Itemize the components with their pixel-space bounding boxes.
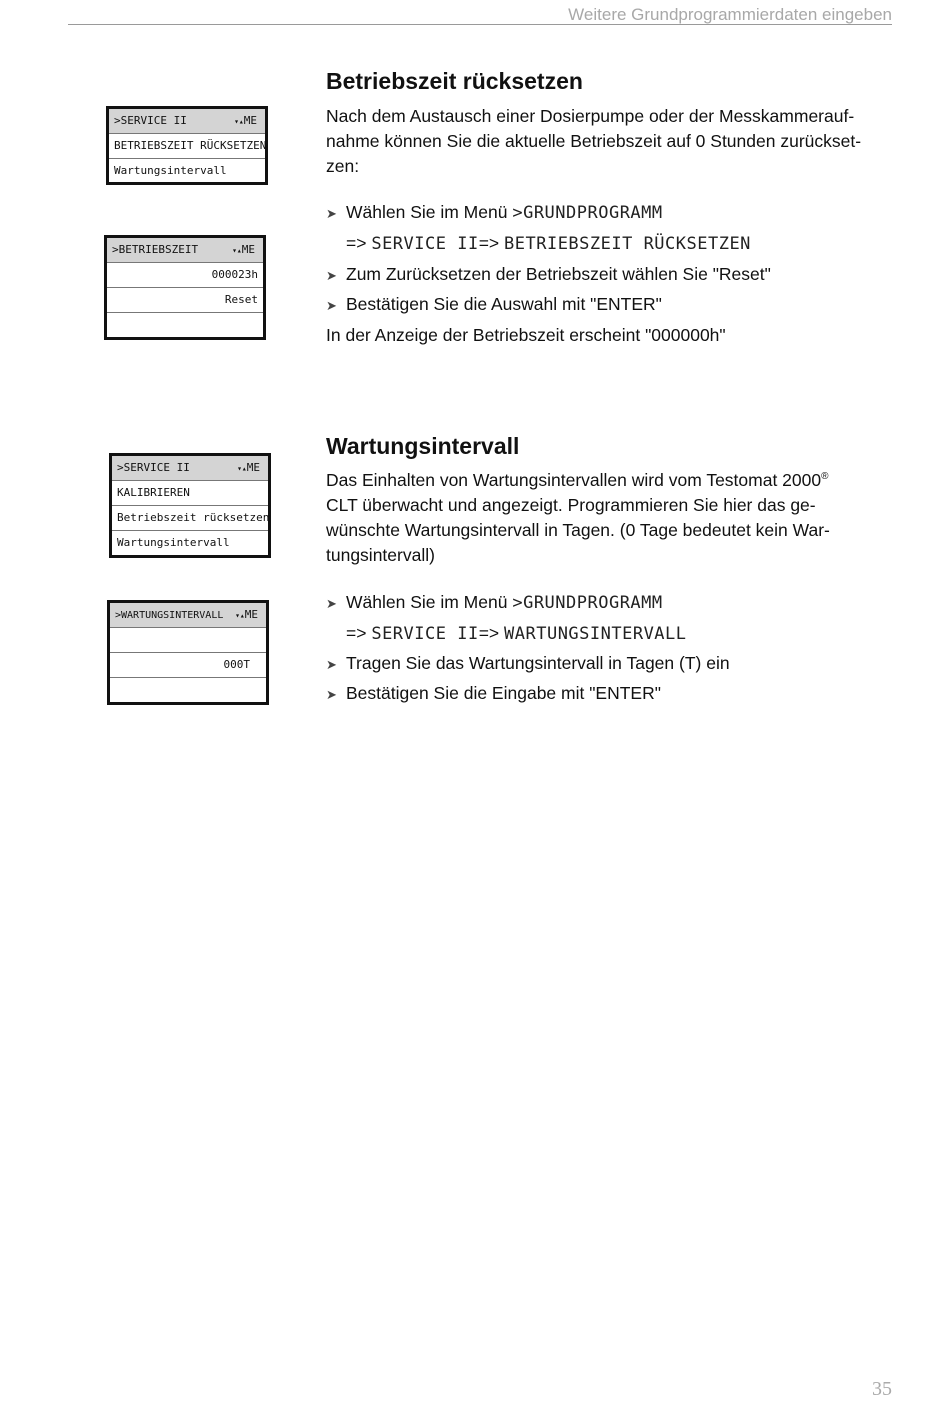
display-row: 000T xyxy=(110,653,266,678)
display-nav xyxy=(235,603,258,628)
lcd-display-betriebszeit xyxy=(104,235,266,340)
bullet-arrow-icon: ➤ xyxy=(326,596,337,611)
nav-triangle-icon: ▾▴ xyxy=(235,611,245,620)
nav-triangle-icon: ▾▴ xyxy=(237,464,247,473)
menu-path: >GRUNDPROGRAMM xyxy=(512,593,663,613)
intro-line: nahme können Sie die aktuelle Betriebszeit auf 0 Stunden zurückset- xyxy=(326,131,862,151)
section1-step1b xyxy=(346,231,751,257)
display-title: >SERVICE II xyxy=(114,114,187,127)
intro-text: Das Einhalten von Wartungsintervallen wird vom Testomat 2000 xyxy=(326,470,822,490)
bullet-arrow-icon: ➤ xyxy=(326,268,337,283)
display-row: 000023h xyxy=(107,263,263,288)
section2-step1b xyxy=(346,621,687,647)
section2-step3 xyxy=(326,681,661,707)
nav-label: ME xyxy=(243,114,257,127)
intro-line: wünschte Wartungsintervall in Tagen. (0 Tage bedeutet kein War- xyxy=(326,520,830,540)
display-nav xyxy=(232,238,255,263)
bullet-arrow-icon: ➤ xyxy=(326,206,337,221)
step-text: Wählen Sie im Menü xyxy=(346,592,508,612)
bullet-arrow-icon: ➤ xyxy=(326,298,337,313)
display-row: Wartungsintervall xyxy=(117,536,230,549)
menu-path: WARTUNGSINTERVALL xyxy=(504,624,687,644)
step-text: Wählen Sie im Menü xyxy=(346,202,508,222)
lcd-display-service-menu-2 xyxy=(109,453,271,558)
display-row: Reset xyxy=(107,288,263,313)
page-header xyxy=(68,0,892,25)
step-text: Tragen Sie das Wartungsintervall in Tagen (T) ein xyxy=(346,653,730,673)
bullet-arrow-icon: ➤ xyxy=(326,657,337,672)
step-text: Bestätigen Sie die Auswahl mit "ENTER" xyxy=(346,294,662,314)
nav-label: ME xyxy=(244,608,258,621)
display-row: Betriebszeit rücksetzen xyxy=(112,506,268,531)
header-title: Weitere Grundprogrammierdaten eingeben xyxy=(568,5,892,24)
display-row xyxy=(110,628,266,653)
display-row xyxy=(107,313,263,338)
section-title-betriebszeit: Betriebszeit rücksetzen xyxy=(326,68,583,94)
display-row: BETRIEBSZEIT RÜCKSETZEN xyxy=(109,134,265,159)
nav-label: ME xyxy=(241,243,255,256)
arrow-text: => xyxy=(346,233,367,253)
section2-step2 xyxy=(326,651,730,677)
section1-result: In der Anzeige der Betriebszeit erscheint "000000h" xyxy=(326,325,726,345)
display-row: KALIBRIEREN xyxy=(112,481,268,506)
display-header xyxy=(107,238,263,263)
section1-step3 xyxy=(326,292,662,318)
nav-triangle-icon: ▾▴ xyxy=(232,246,242,255)
menu-path: BETRIEBSZEIT RÜCKSETZEN xyxy=(504,234,751,254)
intro-line xyxy=(326,468,886,493)
intro-line: Nach dem Austausch einer Dosierpumpe oder der Messkammerauf- xyxy=(326,106,855,126)
display-row xyxy=(110,678,266,703)
menu-path: >GRUNDPROGRAMM xyxy=(512,203,663,223)
display-header xyxy=(112,456,268,481)
display-row: Wartungsintervall xyxy=(114,164,227,177)
registered-mark: ® xyxy=(821,471,829,483)
page-number: 35 xyxy=(872,1378,892,1400)
display-header xyxy=(110,603,266,628)
menu-path: SERVICE II xyxy=(371,234,479,254)
section1-intro xyxy=(326,104,886,179)
step-text: Bestätigen Sie die Eingabe mit "ENTER" xyxy=(346,683,661,703)
display-title: >SERVICE II xyxy=(117,461,190,474)
display-nav xyxy=(237,456,260,481)
lcd-display-wartungsintervall xyxy=(107,600,269,705)
section2-intro xyxy=(326,468,886,568)
menu-path: SERVICE II xyxy=(371,624,479,644)
display-header xyxy=(109,109,265,134)
arrow-text: => xyxy=(346,623,367,643)
lcd-display-service-menu xyxy=(106,106,268,185)
intro-line: tungsintervall) xyxy=(326,545,435,565)
bullet-arrow-icon: ➤ xyxy=(326,687,337,702)
intro-line: zen: xyxy=(326,156,360,176)
display-title: >BETRIEBSZEIT xyxy=(112,243,199,256)
section2-step1 xyxy=(326,590,663,616)
intro-line: CLT überwacht und angezeigt. Programmieren Sie hier das ge- xyxy=(326,495,816,515)
nav-label: ME xyxy=(246,461,260,474)
section1-step2 xyxy=(326,262,771,288)
section1-step1 xyxy=(326,200,663,226)
arrow-text: => xyxy=(478,233,500,253)
arrow-text: => xyxy=(478,623,500,643)
display-nav xyxy=(234,109,257,134)
display-title: >WARTUNGSINTERVALL xyxy=(115,610,224,621)
nav-triangle-icon: ▾▴ xyxy=(234,117,244,126)
section-title-wartungsintervall: Wartungsintervall xyxy=(326,433,520,459)
step-text: Zum Zurücksetzen der Betriebszeit wählen Sie "Reset" xyxy=(346,264,771,284)
